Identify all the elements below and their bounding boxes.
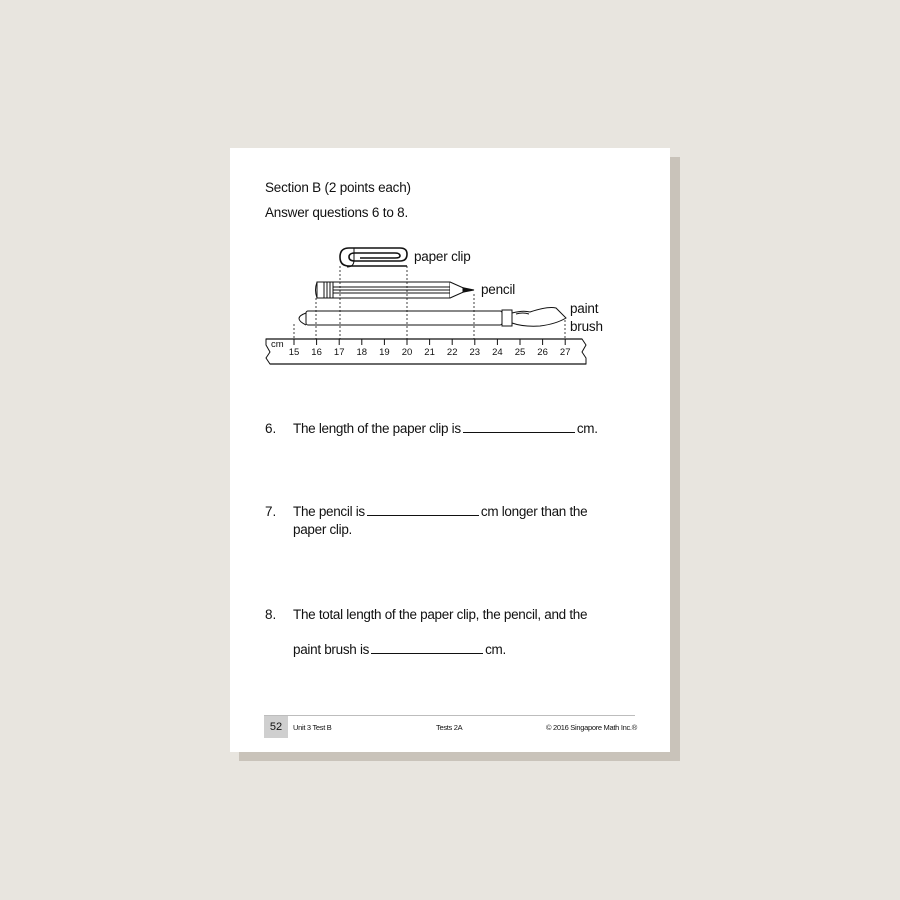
footer-rule <box>264 715 635 716</box>
footer-unit: Unit 3 Test B <box>293 723 332 732</box>
question-8-text: paint brush is <box>293 642 370 657</box>
ruler-label-19: 19 <box>379 347 390 358</box>
question-6-text: The length of the paper clip is <box>293 421 461 436</box>
label-paint: paint <box>570 301 599 316</box>
section-title: Section B (2 points each) <box>265 180 411 195</box>
section-instruction: Answer questions 6 to 8. <box>265 205 409 220</box>
question-7-text-after: cm longer than the <box>480 504 588 519</box>
ruler-label-22: 22 <box>446 347 458 358</box>
ruler-label-15: 15 <box>288 347 300 358</box>
question-7 <box>293 504 587 519</box>
label-pencil: pencil <box>481 282 516 297</box>
ruler-label-25: 25 <box>514 347 526 358</box>
question-6-unit: cm. <box>576 421 598 436</box>
footer-copyright: © 2016 Singapore Math Inc.® <box>546 723 637 732</box>
label-paper-clip: paper clip <box>414 249 471 264</box>
footer-book: Tests 2A <box>436 723 463 732</box>
answer-blank-6[interactable] <box>463 421 575 433</box>
page-number: 52 <box>264 716 288 738</box>
ruler-label-26: 26 <box>537 347 548 358</box>
question-6 <box>293 421 598 436</box>
ruler-label-23: 23 <box>469 347 481 358</box>
question-8-line1: The total length of the paper clip, the pencil, and the <box>293 607 588 622</box>
paper-clip-drawing <box>340 248 407 267</box>
ruler-label-20: 20 <box>401 347 413 358</box>
question-6-number: 6. <box>265 421 277 436</box>
question-8-number: 8. <box>265 607 277 622</box>
answer-blank-8[interactable] <box>371 642 483 654</box>
ruler-label-24: 24 <box>492 347 503 358</box>
question-8 <box>293 642 506 657</box>
ruler-label-18: 18 <box>356 347 368 358</box>
paint-brush-drawing <box>299 308 566 327</box>
question-7-text: The pencil is <box>293 504 365 519</box>
ruler-label-17: 17 <box>333 347 345 358</box>
answer-blank-7[interactable] <box>367 504 479 516</box>
ruler-label-27: 27 <box>559 347 571 358</box>
ruler-label-16: 16 <box>311 347 322 358</box>
measurement-figure <box>230 148 670 388</box>
pencil-drawing <box>316 282 475 298</box>
ruler-unit: cm <box>271 339 284 350</box>
question-7-line2: paper clip. <box>293 522 352 537</box>
label-brush: brush <box>570 319 603 334</box>
worksheet-page <box>230 148 670 752</box>
question-8-unit: cm. <box>485 642 506 657</box>
question-7-number: 7. <box>265 504 277 519</box>
ruler-label-21: 21 <box>424 347 435 358</box>
